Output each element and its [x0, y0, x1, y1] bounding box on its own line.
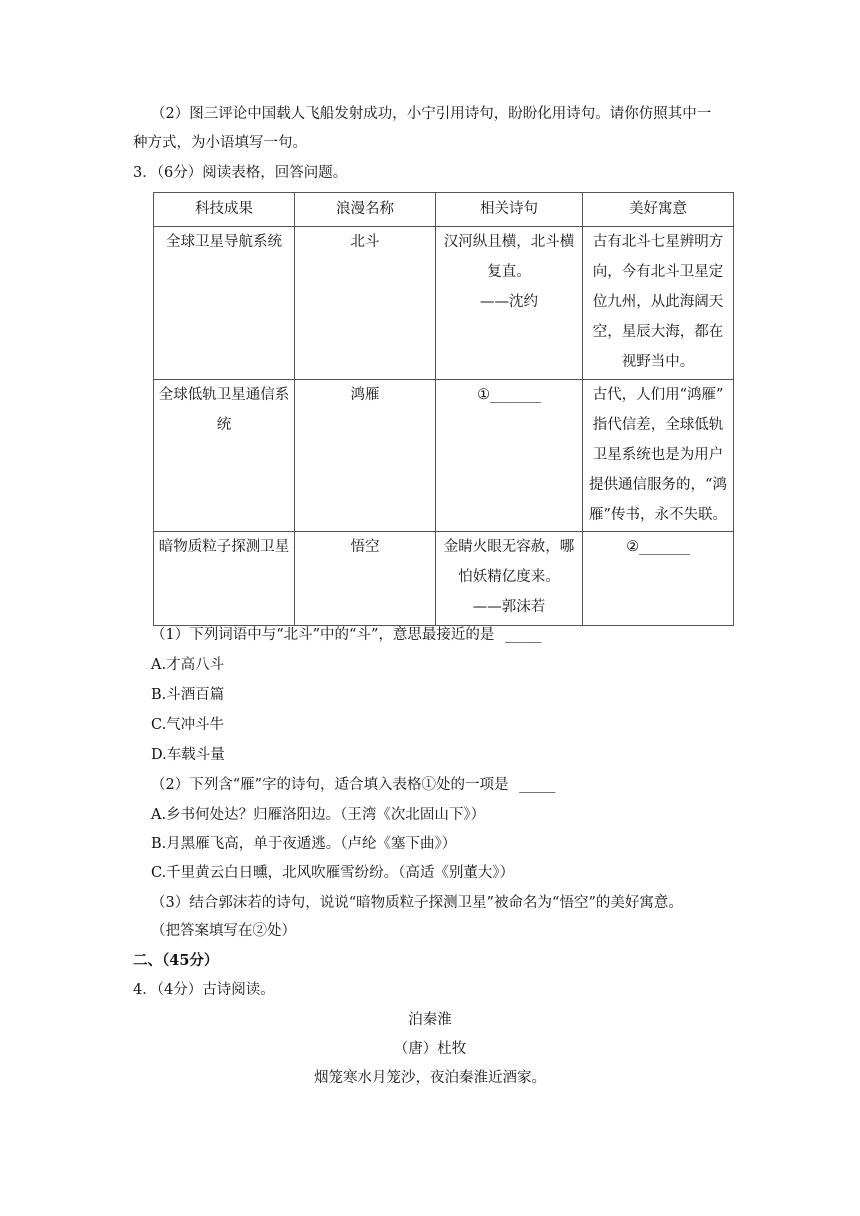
meaning-line: 雁”传书，永不失联。 — [589, 507, 727, 523]
meaning-line: 向，今有北斗卫星定 — [592, 264, 724, 280]
poem-line: 金睛火眼无容赦，哪 — [443, 539, 575, 555]
meaning-line: 空，星辰大海，都在 — [592, 324, 724, 340]
cell-achievement: 全球卫星导航系统 — [154, 227, 295, 380]
cell-name: 鸿雁 — [295, 380, 436, 532]
tech-table — [153, 192, 734, 626]
meaning-line: 指代信差，全球低轨 — [592, 417, 724, 433]
q3-sub2-question — [151, 775, 555, 795]
q3-sub1-question — [151, 625, 541, 645]
answer-blank-1: ①_______ — [477, 387, 541, 403]
option-d: D.车载斗量 — [151, 747, 225, 763]
poem-author: ——沈约 — [480, 294, 538, 310]
q2-sub2-line1: （2）图三评论中国载人飞船发射成功，小宁引用诗句，盼盼化用诗句。请你仿照其中一 — [151, 106, 712, 122]
option-c: C.千里黄云白日曛，北风吹雁雪纷纷。（高适《别董大》） — [151, 865, 515, 881]
cell-achievement: 暗物质粒子探测卫星 — [154, 532, 295, 626]
q3-sub3-line2: （把答案填写在②处） — [151, 923, 296, 939]
question-text: （1）下列词语中与“北斗”中的“斗”，意思最接近的是 — [151, 627, 495, 643]
table-header-row — [154, 193, 734, 227]
meaning-line: 古有北斗七星辨明方 — [592, 234, 724, 250]
meaning-line: 古代，人们用“鸿雁” — [592, 387, 724, 403]
poem-line: 汉河纵且横，北斗横 — [443, 234, 575, 250]
q3-sub3-line1: （3）结合郭沫若的诗句，说说“暗物质粒子探测卫星”被命名为“悟空”的美好寓意。 — [151, 895, 683, 911]
cell-poem — [436, 532, 583, 626]
cell-name: 悟空 — [295, 532, 436, 626]
header-romantic-name: 浪漫名称 — [295, 193, 436, 227]
poem-title: 泊秦淮 — [408, 1012, 452, 1028]
header-related-poem: 相关诗句 — [436, 193, 583, 227]
poem-line: 烟笼寒水月笼沙，夜泊秦淮近酒家。 — [314, 1070, 546, 1086]
section-heading: 二、（45分） — [133, 952, 219, 969]
answer-blank: _____ — [504, 627, 542, 643]
meaning-line: 位九州，从此海阔天 — [592, 294, 724, 310]
poem-author: ——郭沫若 — [472, 599, 546, 615]
achievement-line: 统 — [216, 417, 232, 433]
table-row — [154, 532, 734, 626]
poem-line: 复直。 — [487, 264, 531, 280]
cell-name: 北斗 — [295, 227, 436, 380]
q3-heading: 3．（6分）阅读表格，回答问题。 — [133, 165, 348, 181]
answer-blank: _____ — [519, 777, 556, 793]
meaning-line: 卫星系统也是为用户 — [592, 447, 724, 463]
q2-sub2-line2: 种方式，为小语填写一句。 — [133, 135, 307, 151]
option-a: A.乡书何处达？归雁洛阳边。（王湾《次北固山下》） — [151, 807, 486, 823]
poem-author: （唐）杜牧 — [393, 1041, 467, 1057]
table-row — [154, 227, 734, 380]
q4-heading: 4．（4分）古诗阅读。 — [133, 982, 275, 998]
achievement-line: 全球低轨卫星通信系 — [158, 387, 290, 403]
cell-meaning-blank — [583, 532, 734, 626]
cell-poem — [436, 227, 583, 380]
header-meaning: 美好寓意 — [583, 193, 734, 227]
option-c: C.气冲斗牛 — [151, 717, 225, 733]
cell-meaning — [583, 380, 734, 532]
option-b: B.月黑雁飞高，单于夜遁逃。（卢纶《塞下曲》） — [151, 836, 457, 852]
answer-blank-2: ②_______ — [626, 539, 690, 555]
cell-meaning — [583, 227, 734, 380]
cell-achievement — [154, 380, 295, 532]
meaning-line: 提供通信服务的，“鸿 — [589, 477, 727, 493]
meaning-line: 视野当中。 — [621, 354, 695, 370]
table-row — [154, 380, 734, 532]
option-a: A.才高八斗 — [151, 657, 225, 673]
cell-poem-blank — [436, 380, 583, 532]
question-text: （2）下列含“雁”字的诗句，适合填入表格①处的一项是 — [151, 777, 509, 793]
poem-line: 怕妖精亿度来。 — [458, 569, 560, 585]
option-b: B.斗酒百篇 — [151, 687, 225, 703]
header-achievement: 科技成果 — [154, 193, 295, 227]
